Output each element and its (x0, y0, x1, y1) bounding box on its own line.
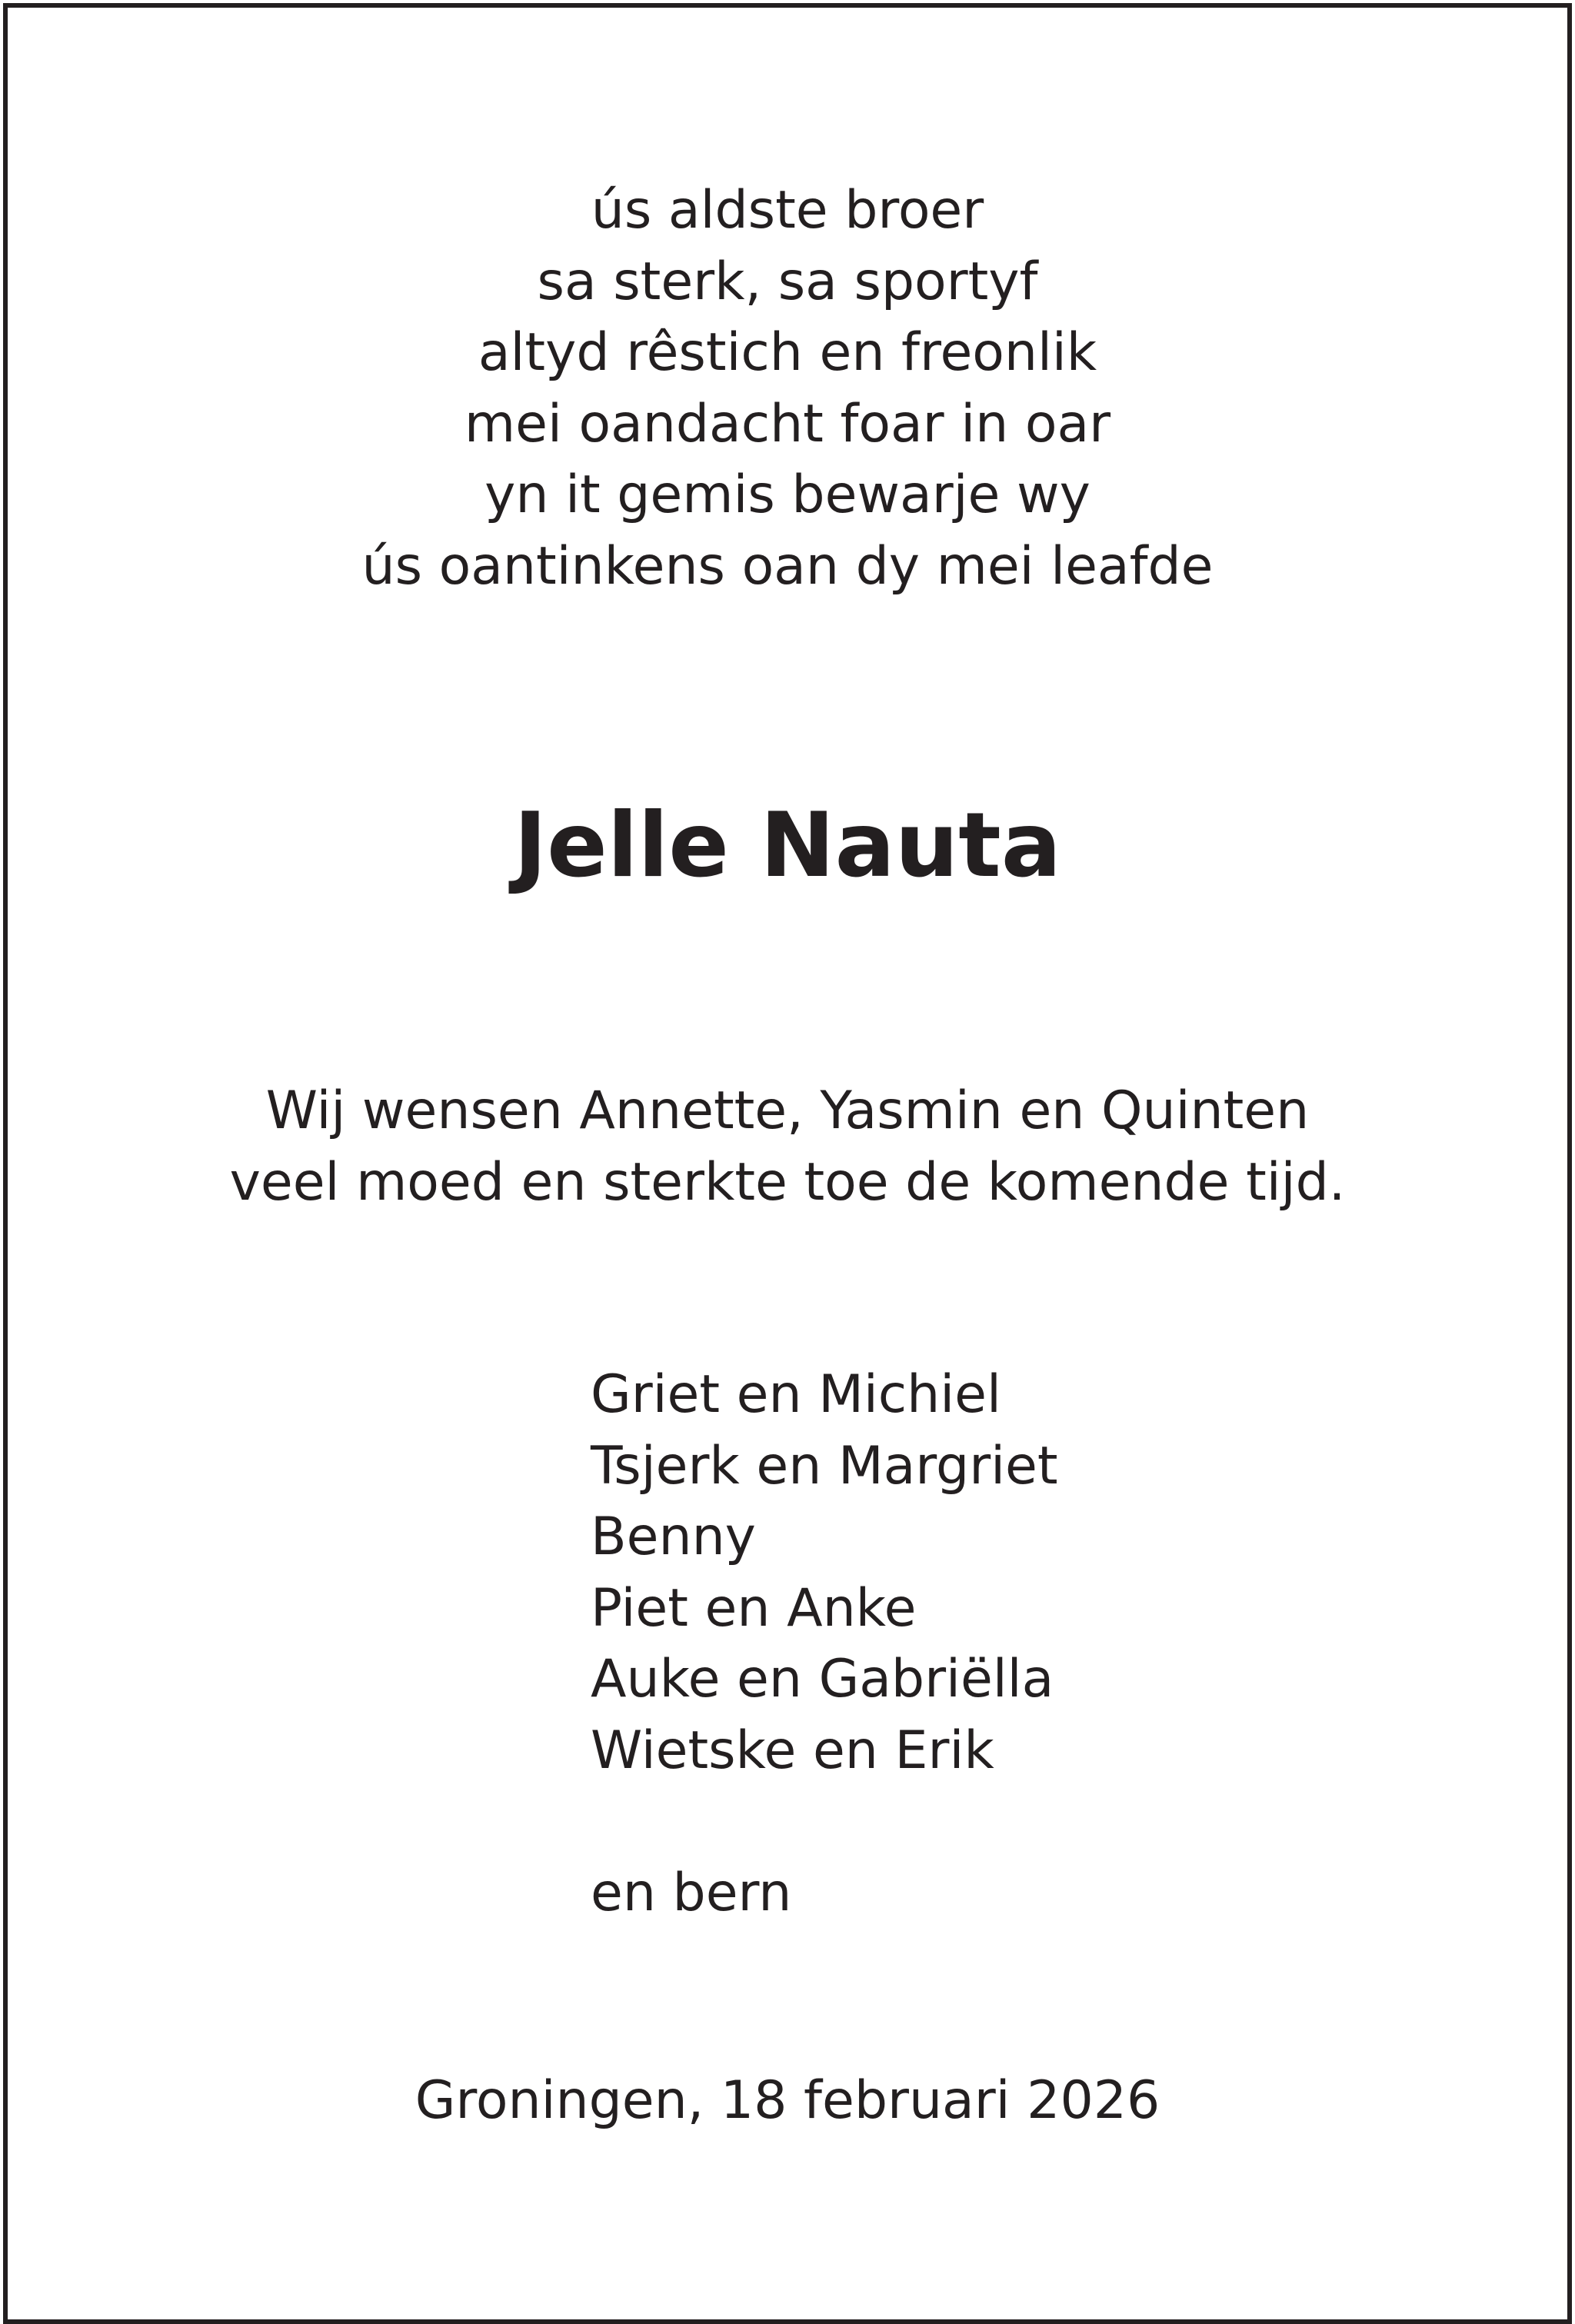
signatories-list (591, 1360, 1058, 1786)
signatory: Auke en Gabriëlla (591, 1649, 1054, 1710)
poem-line: yn it gemis bewarje wy (484, 464, 1091, 525)
signatory: Piet en Anke (591, 1577, 917, 1639)
condolence-message (0, 1075, 1575, 1218)
poem-line: mei oandacht foar in oar (464, 393, 1111, 454)
children-line: en bern (591, 1863, 792, 1923)
poem-line: ús oantinkens oan dy mei leafde (361, 535, 1214, 597)
condolence-line: Wij wensen Annette, Yasmin en Quinten (265, 1080, 1310, 1141)
poem (0, 175, 1575, 602)
poem-line: sa sterk, sa sportyf (537, 251, 1038, 312)
poem-line: ús aldste broer (591, 180, 984, 241)
signatory: Griet en Michiel (591, 1364, 1001, 1425)
signatory: Tsjerk en Margriet (591, 1435, 1058, 1497)
place-date: Groningen, 18 februari 2026 (415, 2070, 1160, 2131)
deceased-name: Jelle Nauta (513, 794, 1062, 897)
signatory: Wietske en Erik (591, 1720, 994, 1781)
signatory: Benny (591, 1507, 756, 1567)
condolence-line: veel moed en sterkte toe de komende tijd. (229, 1152, 1346, 1213)
poem-line: altyd rêstich en freonlik (478, 322, 1097, 383)
